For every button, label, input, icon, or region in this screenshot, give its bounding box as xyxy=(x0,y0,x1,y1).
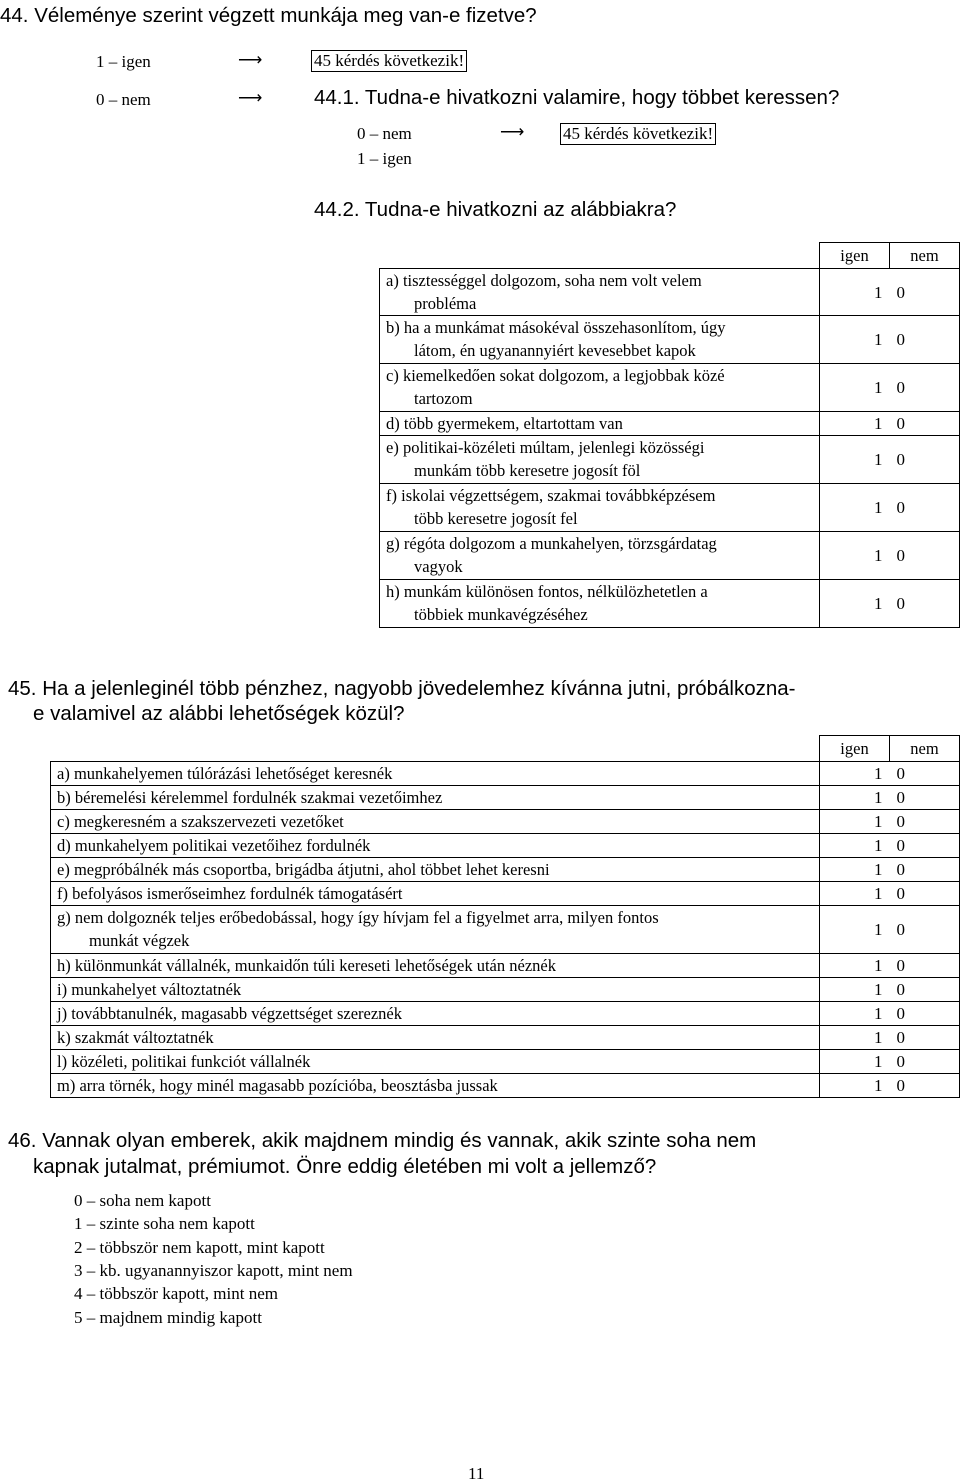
column-header-igen: igen xyxy=(820,736,890,762)
table-row xyxy=(380,269,960,316)
answer-value[interactable]: 1 xyxy=(874,764,883,783)
question-45-table xyxy=(50,735,960,1098)
answer-value[interactable]: 1 xyxy=(874,980,883,999)
answer-value[interactable]: 0 xyxy=(896,860,905,879)
table-row xyxy=(51,810,960,834)
answer-value[interactable]: 1 xyxy=(874,1004,883,1023)
question-45-title: 45. Ha a jelenleginél több pénzhez, nagyobb jövedelemhez kívánna jutni, próbálkozna- xyxy=(8,677,796,700)
item-text-cont: munkám több keresetre jogosít föl xyxy=(414,461,641,480)
table-row xyxy=(380,436,960,484)
answer-value[interactable]: 0 xyxy=(896,1052,905,1071)
arrow-icon: ⟶ xyxy=(238,88,263,107)
skip-note: 45 kérdés következik! xyxy=(560,123,716,145)
item-text: k) szakmát változtatnék xyxy=(57,1028,214,1047)
question-44-2-table xyxy=(379,242,960,628)
answer-value[interactable]: 0 xyxy=(896,1028,905,1047)
item-text: a) munkahelyemen túlórázási lehetőséget keresnék xyxy=(57,764,393,783)
column-header-nem: nem xyxy=(890,243,960,269)
table-row xyxy=(380,316,960,364)
item-text-cont: munkát végzek xyxy=(89,931,190,950)
answer-value[interactable]: 1 xyxy=(874,884,883,903)
item-text: j) továbbtanulnék, magasabb végzettséget szereznék xyxy=(57,1004,402,1023)
table-row xyxy=(380,484,960,532)
item-text: h) munkám különösen fontos, nélkülözhetetlen a xyxy=(386,582,708,601)
answer-value[interactable]: 0 xyxy=(896,812,905,831)
answer-value[interactable]: 0 xyxy=(896,330,905,349)
item-text-cont: többiek munkavégzéséhez xyxy=(414,605,588,624)
column-header-igen: igen xyxy=(820,243,890,269)
table-row xyxy=(380,412,960,436)
table-row xyxy=(380,364,960,412)
answer-value[interactable]: 0 xyxy=(896,1004,905,1023)
answer-option[interactable]: 2 – többször nem kapott, mint kapott xyxy=(74,1238,325,1257)
item-text: f) befolyásos ismerőseimhez fordulnék támogatásért xyxy=(57,884,403,903)
item-text: d) munkahelyem politikai vezetőihez fordulnék xyxy=(57,836,371,855)
item-text: m) arra törnék, hogy minél magasabb pozícióba, beosztásba jussak xyxy=(57,1076,498,1095)
item-text: e) megpróbálnék más csoportba, brigádba átjutni, ahol többet lehet keresni xyxy=(57,860,550,879)
answer-code-nem: 0 – nem xyxy=(96,90,151,109)
item-text: c) kiemelkedően sokat dolgozom, a legjobbak közé xyxy=(386,366,725,385)
answer-value[interactable]: 0 xyxy=(896,884,905,903)
question-46-title: 46. Vannak olyan emberek, akik majdnem mindig és vannak, akik szinte soha nem xyxy=(8,1129,757,1152)
answer-value[interactable]: 1 xyxy=(874,956,883,975)
answer-value[interactable]: 1 xyxy=(874,330,883,349)
answer-value[interactable]: 0 xyxy=(896,956,905,975)
item-text: g) nem dolgoznék teljes erőbedobással, hogy így hívjam fel a figyelmet arra, milyen fontos xyxy=(57,908,659,927)
item-text: l) közéleti, politikai funkciót vállalnék xyxy=(57,1052,311,1071)
item-text-cont: több keresetre jogosít fel xyxy=(414,509,578,528)
answer-code-igen: 1 – igen xyxy=(96,52,151,71)
answer-value[interactable]: 1 xyxy=(874,920,883,939)
answer-value[interactable]: 0 xyxy=(896,282,905,302)
answer-option[interactable]: 3 – kb. ugyanannyiszor kapott, mint nem xyxy=(74,1261,353,1280)
answer-value[interactable]: 0 xyxy=(896,414,905,433)
answer-value[interactable]: 1 xyxy=(874,788,883,807)
table-row xyxy=(51,834,960,858)
answer-value[interactable]: 1 xyxy=(874,414,883,433)
answer-value[interactable]: 1 xyxy=(874,282,883,302)
table-row xyxy=(51,954,960,978)
question-44-1-title: 44.1. Tudna-e hivatkozni valamire, hogy többet keressen? xyxy=(314,86,840,109)
answer-value[interactable]: 1 xyxy=(874,498,883,517)
item-text: f) iskolai végzettségem, szakmai továbbképzésem xyxy=(386,486,716,505)
column-header-nem: nem xyxy=(890,736,960,762)
answer-option[interactable]: 0 – soha nem kapott xyxy=(74,1191,211,1210)
answer-value[interactable]: 1 xyxy=(874,594,883,613)
item-text: b) béremelési kérelemmel fordulnék szakmai vezetőimhez xyxy=(57,788,443,807)
answer-code-nem: 0 – nem xyxy=(357,124,412,143)
arrow-icon: ⟶ xyxy=(500,122,525,141)
answer-option[interactable]: 4 – többször kapott, mint nem xyxy=(74,1284,278,1303)
answer-option[interactable]: 1 – szinte soha nem kapott xyxy=(74,1214,255,1233)
item-text: h) különmunkát vállalnék, munkaidőn túli kereseti lehetőségek után néznék xyxy=(57,956,556,975)
item-text: a) tisztességgel dolgozom, soha nem volt velem xyxy=(386,271,702,290)
item-text: e) politikai-közéleti múltam, jelenlegi közösségi xyxy=(386,438,705,457)
answer-value[interactable]: 1 xyxy=(874,860,883,879)
skip-note: 45 kérdés következik! xyxy=(311,50,467,72)
answer-value[interactable]: 0 xyxy=(896,836,905,855)
table-row xyxy=(51,882,960,906)
answer-value[interactable]: 0 xyxy=(896,1076,905,1095)
item-text: b) ha a munkámat másokéval összehasonlítom, úgy xyxy=(386,318,726,337)
answer-value[interactable]: 0 xyxy=(896,378,905,397)
item-text-cont: vagyok xyxy=(414,557,463,576)
answer-value[interactable]: 1 xyxy=(874,836,883,855)
item-text-cont: tartozom xyxy=(414,389,473,408)
answer-value[interactable]: 1 xyxy=(874,450,883,469)
table-row xyxy=(51,1026,960,1050)
table-row xyxy=(51,858,960,882)
table-row xyxy=(51,762,960,786)
table-row xyxy=(380,532,960,580)
table-row xyxy=(51,1050,960,1074)
answer-value[interactable]: 0 xyxy=(896,788,905,807)
question-46-title-cont: kapnak jutalmat, prémiumot. Önre eddig életében mi volt a jellemző? xyxy=(33,1155,657,1178)
answer-value[interactable]: 0 xyxy=(896,498,905,517)
answer-code-igen: 1 – igen xyxy=(357,149,412,168)
question-45-title-cont: e valamivel az alábbi lehetőségek közül? xyxy=(33,702,405,725)
answer-value[interactable]: 1 xyxy=(874,812,883,831)
answer-value[interactable]: 1 xyxy=(874,1076,883,1095)
answer-value[interactable]: 1 xyxy=(874,1028,883,1047)
table-row xyxy=(51,906,960,954)
answer-value[interactable]: 0 xyxy=(896,546,905,565)
page-number: 11 xyxy=(468,1464,485,1483)
table-row xyxy=(51,1002,960,1026)
answer-value[interactable]: 0 xyxy=(896,920,905,939)
table-row xyxy=(51,786,960,810)
arrow-icon: ⟶ xyxy=(238,50,263,69)
answer-value[interactable]: 0 xyxy=(896,594,905,613)
answer-value[interactable]: 0 xyxy=(896,980,905,999)
table-row xyxy=(51,978,960,1002)
item-text: d) több gyermekem, eltartottam van xyxy=(386,414,623,433)
answer-value[interactable]: 1 xyxy=(874,378,883,397)
table-row xyxy=(51,1074,960,1098)
answer-value[interactable]: 0 xyxy=(896,764,905,783)
question-44-title: 44. Véleménye szerint végzett munkája meg van-e fizetve? xyxy=(0,4,537,27)
item-text: g) régóta dolgozom a munkahelyen, törzsgárdatag xyxy=(386,534,717,553)
answer-option[interactable]: 5 – majdnem mindig kapott xyxy=(74,1308,262,1327)
question-44-2-title: 44.2. Tudna-e hivatkozni az alábbiakra? xyxy=(314,198,677,221)
answer-value[interactable]: 0 xyxy=(896,450,905,469)
answer-value[interactable]: 1 xyxy=(874,546,883,565)
table-row xyxy=(380,580,960,628)
item-text: i) munkahelyet változtatnék xyxy=(57,980,242,999)
item-text-cont: probléma xyxy=(414,294,477,313)
item-text: c) megkeresném a szakszervezeti vezetőket xyxy=(57,812,344,831)
item-text-cont: látom, én ugyanannyiért kevesebbet kapok xyxy=(414,341,696,360)
answer-value[interactable]: 1 xyxy=(874,1052,883,1071)
